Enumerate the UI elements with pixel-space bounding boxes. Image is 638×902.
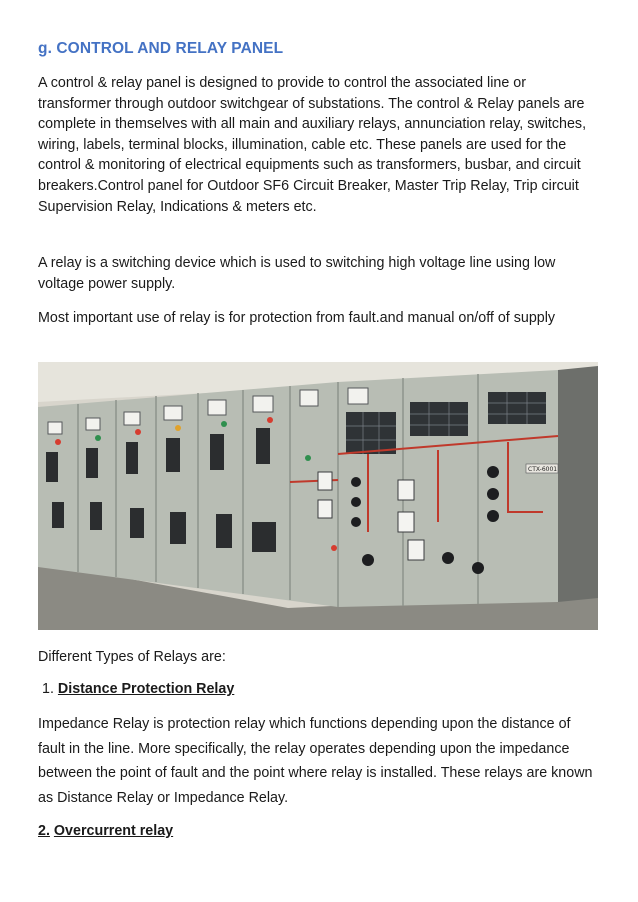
list-item-title: Overcurrent relay (53, 823, 174, 839)
list-item-distance-relay (42, 681, 234, 697)
list-item-number: 2. (38, 823, 50, 839)
list-item-number: 1. (42, 681, 54, 697)
relay-types-intro: Different Types of Relays are: (38, 649, 226, 665)
relay-definition-paragraph: A relay is a switching device which is used to switching high voltage line using low voltage power supply. (38, 255, 556, 292)
intro-paragraph: A control & relay panel is designed to provide to control the associated line or transformer through outdoor switchgear of substations. The control & Relay panels are complete in themselves with all main and auxiliary relays, annunciation relay, switches, wiring, labels, terminal blocks, illumination, cable etc. These panels are used for the control & monitoring of electrical equipments such as transformers, busbar, and circuit breakers.Control panel for Outdoor SF6 Circuit Breaker, Master Trip Relay, Trip circuit Supervision Relay, Indications & meters etc. (38, 75, 587, 215)
list-item-overcurrent-relay (38, 823, 173, 839)
section-heading: g. CONTROL AND RELAY PANEL (38, 40, 284, 57)
impedance-relay-paragraph: Impedance Relay is protection relay which functions depending upon the distance of fault in the line. More specifically, the relay operates depending upon the impedance between the point of fault and the point where relay is installed. These relays are known as Distance Relay or Impedance Relay. (38, 716, 593, 806)
list-item-title: Distance Protection Relay (57, 681, 235, 697)
control-panel-photo (38, 362, 598, 630)
panel-label: CTX-6001 (528, 466, 558, 473)
relay-use-paragraph: Most important use of relay is for protection from fault.and manual on/off of supply (38, 310, 556, 326)
